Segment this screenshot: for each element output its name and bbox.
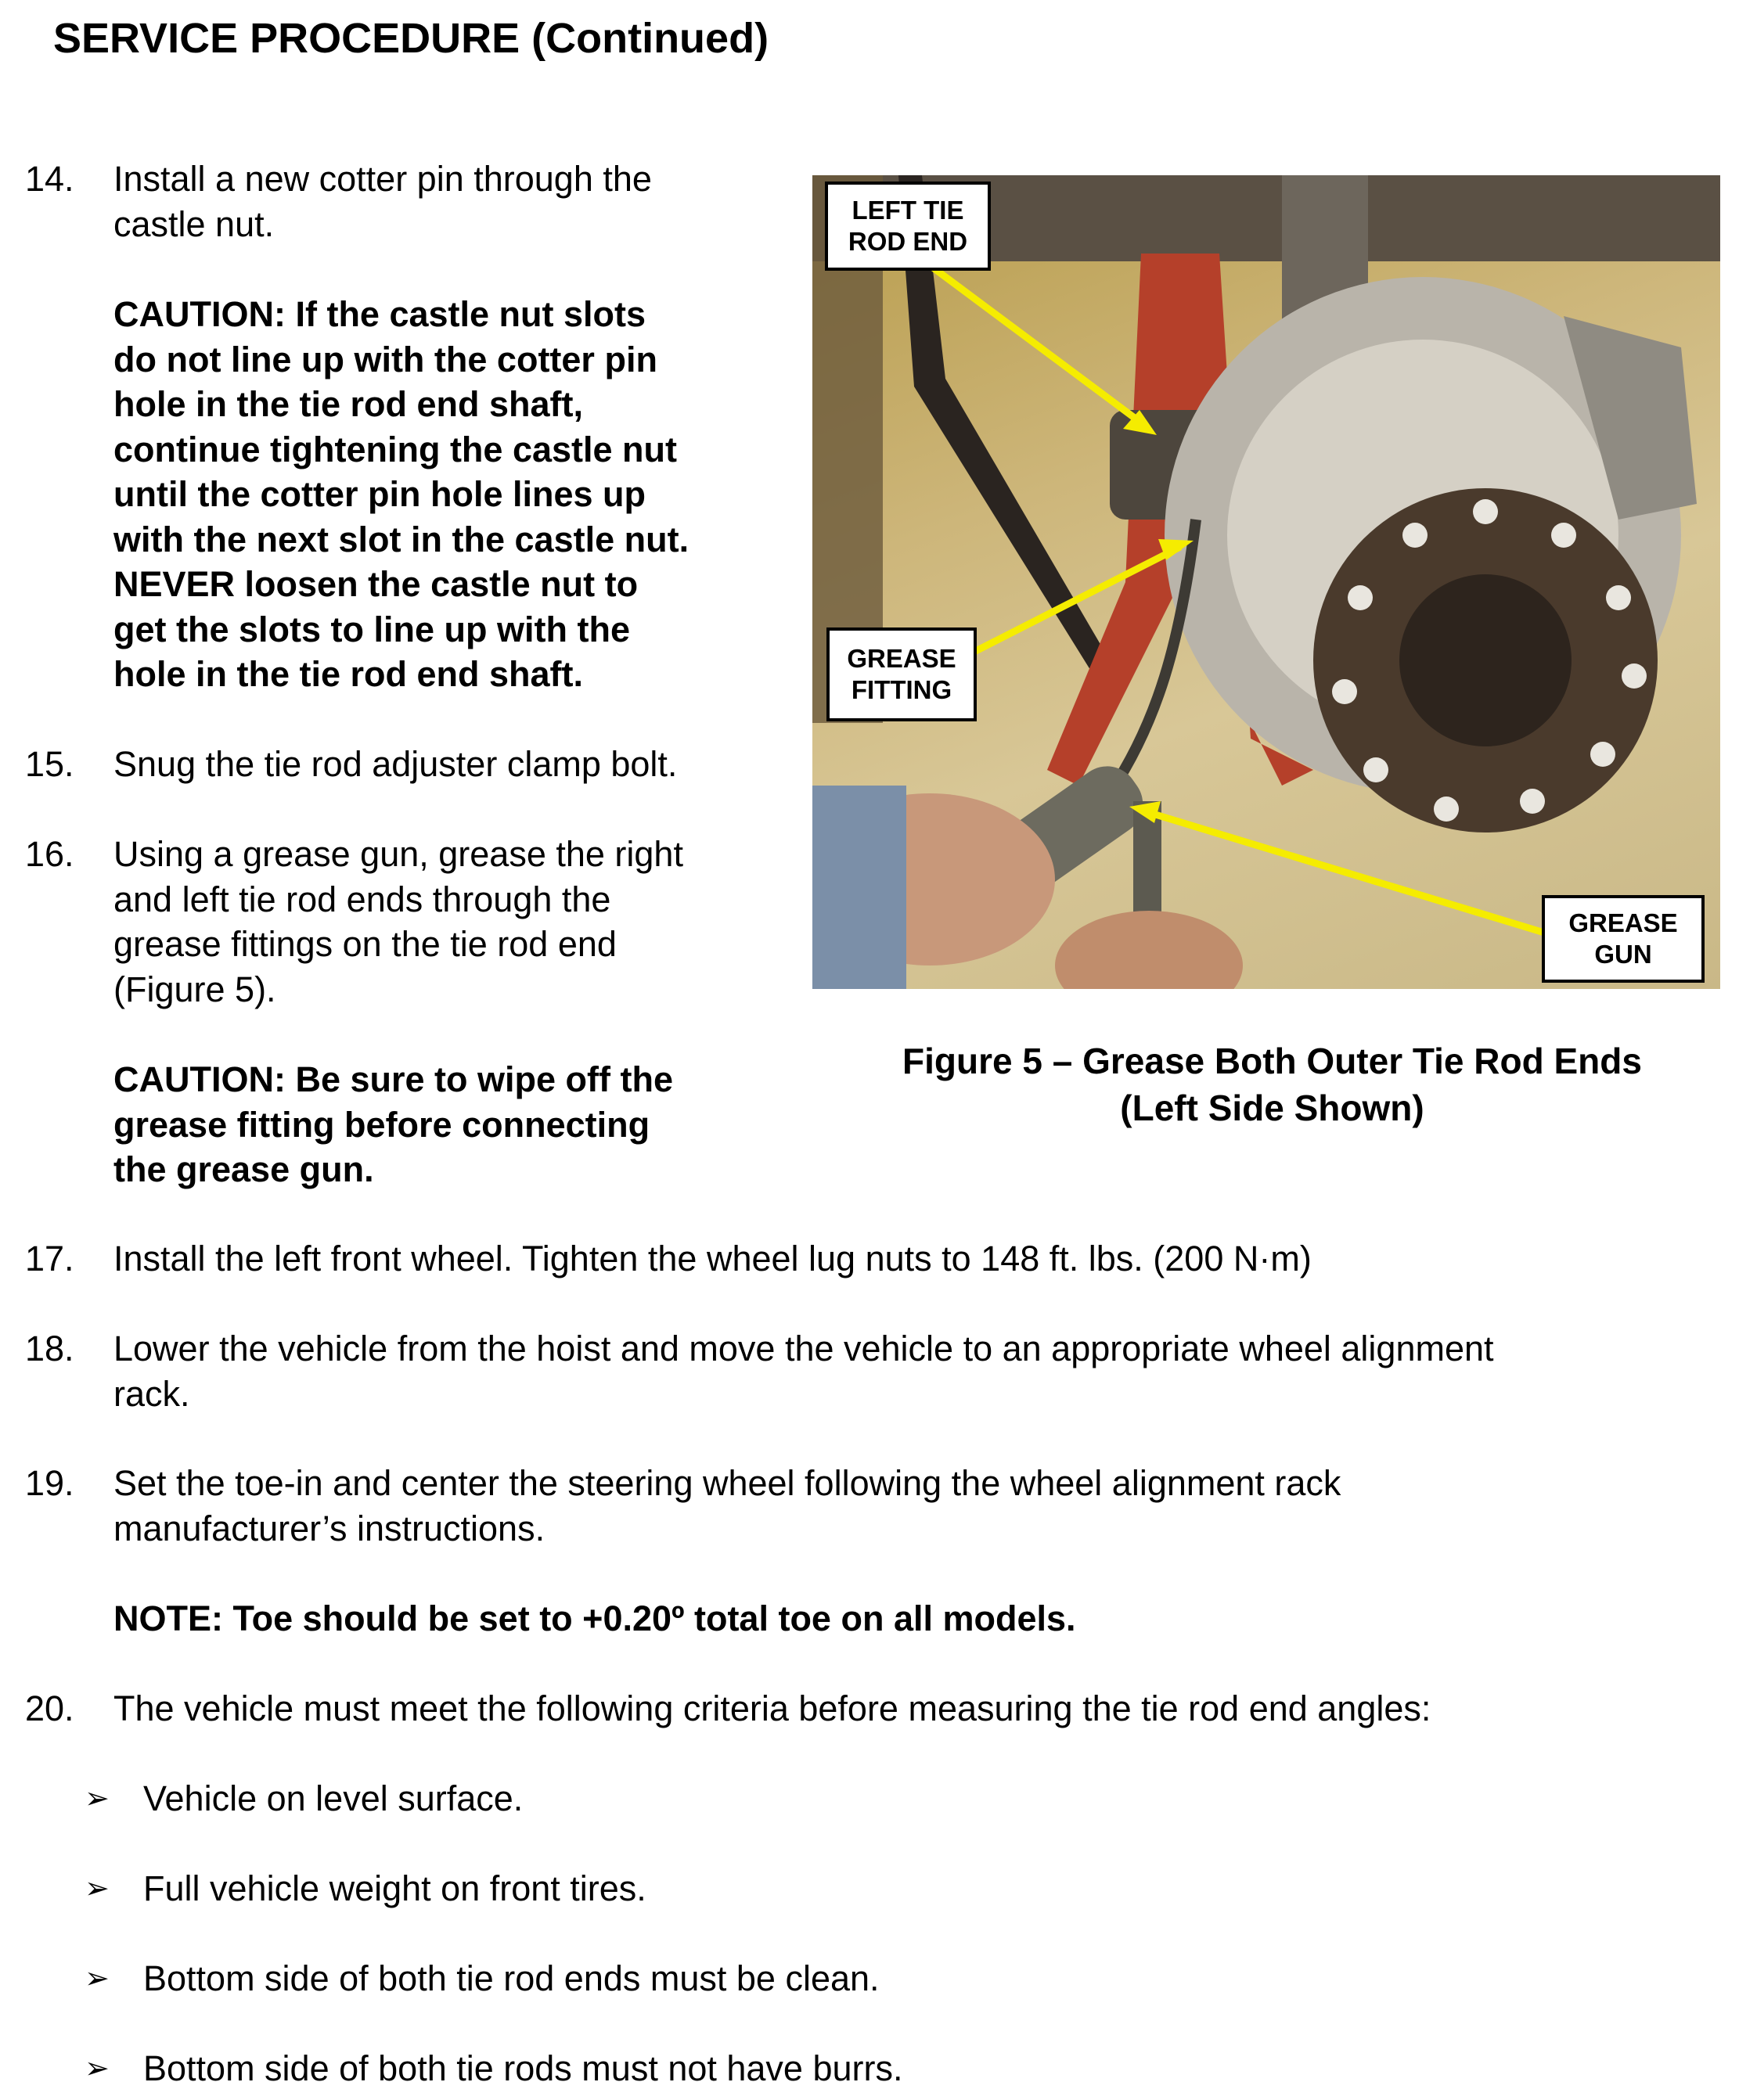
text-line: with the next slot in the castle nut. <box>113 519 689 559</box>
callout-grease-fitting <box>826 627 977 721</box>
caution-block <box>113 292 689 697</box>
text-line: (Figure 5). <box>113 969 276 1009</box>
step-14-text <box>113 156 652 246</box>
callout-left-tie-rod-end <box>825 182 991 271</box>
text-line: castle nut. <box>113 203 275 244</box>
step-15-text <box>113 742 677 787</box>
text-line: grease fittings on the tie rod end <box>113 924 617 964</box>
hub-center <box>1399 574 1572 746</box>
list-item: Bottom side of both tie rods must not have burrs. <box>143 2048 903 2088</box>
page-title: SERVICE PROCEDURE (Continued) <box>53 15 769 62</box>
text-line: Set the toe-in and center the steering wheel following the wheel alignment rack <box>113 1463 1341 1503</box>
right-hand <box>1055 911 1243 989</box>
figure-caption <box>812 1037 1732 1131</box>
bullet-arrow-icon: ➢ <box>85 1782 110 1815</box>
callout-line: GUN <box>1594 940 1652 969</box>
step-number: 18. <box>25 1329 74 1368</box>
text-line: continue tightening the castle nut <box>113 429 677 469</box>
text-line: get the slots to line up with the <box>113 609 630 649</box>
callout-line: LEFT TIE <box>851 196 964 225</box>
arrow-line-tie-rod <box>930 265 1145 426</box>
text-line: hole in the tie rod end shaft. <box>113 654 584 694</box>
text-line: and left tie rod ends through the <box>113 879 611 919</box>
text-line: Install the left front wheel. Tighten the wheel lug nuts to 148 ft. lbs. (200 N·m) <box>113 1239 1312 1278</box>
callout-line: ROD END <box>848 227 968 256</box>
text-line: CAUTION: Be sure to wipe off the <box>113 1059 674 1099</box>
bullet-arrow-icon: ➢ <box>85 2052 110 2085</box>
list-item: Bottom side of both tie rod ends must be clean. <box>143 1958 880 1998</box>
text-line: NEVER loosen the castle nut to <box>113 564 639 604</box>
caption-line: Figure 5 – Grease Both Outer Tie Rod Ends <box>902 1041 1642 1081</box>
text-line: The vehicle must meet the following criteria before measuring the tie rod end angles: <box>113 1688 1431 1728</box>
text-line: do not line up with the cotter pin <box>113 339 657 379</box>
step-number: 16. <box>25 834 74 874</box>
text-line: hole in the tie rod end shaft, <box>113 384 584 424</box>
step-number: 14. <box>25 159 74 199</box>
list-item: Full vehicle weight on front tires. <box>143 1868 646 1908</box>
figure-photo <box>812 175 1720 989</box>
step-number: 15. <box>25 744 74 784</box>
step-18-text <box>113 1326 1494 1416</box>
step-16-text <box>113 832 683 1012</box>
bullet-arrow-icon: ➢ <box>85 1872 110 1905</box>
callout-line: GREASE <box>847 644 956 673</box>
step-number: 17. <box>25 1239 74 1278</box>
text-line: until the cotter pin hole lines up <box>113 474 646 514</box>
wheel-hub-illustration <box>812 175 1720 989</box>
text-line: manufacturer’s instructions. <box>113 1508 545 1548</box>
caption-line: (Left Side Shown) <box>1120 1088 1424 1128</box>
text-line: Lower the vehicle from the hoist and move the vehicle to an appropriate wheel alignment <box>113 1329 1494 1368</box>
callout-grease-gun <box>1542 895 1705 983</box>
text-line: CAUTION: If the castle nut slots <box>113 294 646 334</box>
list-item: Vehicle on level surface. <box>143 1778 524 1818</box>
text-line: Install a new cotter pin through the <box>113 159 652 199</box>
sleeve <box>812 786 906 989</box>
text-line: Using a grease gun, grease the right <box>113 834 683 874</box>
step-number: 20. <box>25 1688 74 1728</box>
callout-line: FITTING <box>851 675 952 704</box>
step-17-text <box>113 1236 1312 1282</box>
step-20-text <box>113 1686 1431 1731</box>
text-line: Snug the tie rod adjuster clamp bolt. <box>113 744 678 784</box>
step-19-text <box>113 1461 1341 1551</box>
callout-line: GREASE <box>1568 908 1678 937</box>
step-number: 19. <box>25 1463 74 1503</box>
bullet-arrow-icon: ➢ <box>85 1962 110 1995</box>
text-line: the grease gun. <box>113 1149 374 1189</box>
text-line: rack. <box>113 1373 190 1414</box>
text-line: grease fitting before connecting <box>113 1104 650 1145</box>
caution-block <box>113 1057 673 1192</box>
note-text: NOTE: Toe should be set to +0.20º total toe on all models. <box>113 1598 1076 1638</box>
